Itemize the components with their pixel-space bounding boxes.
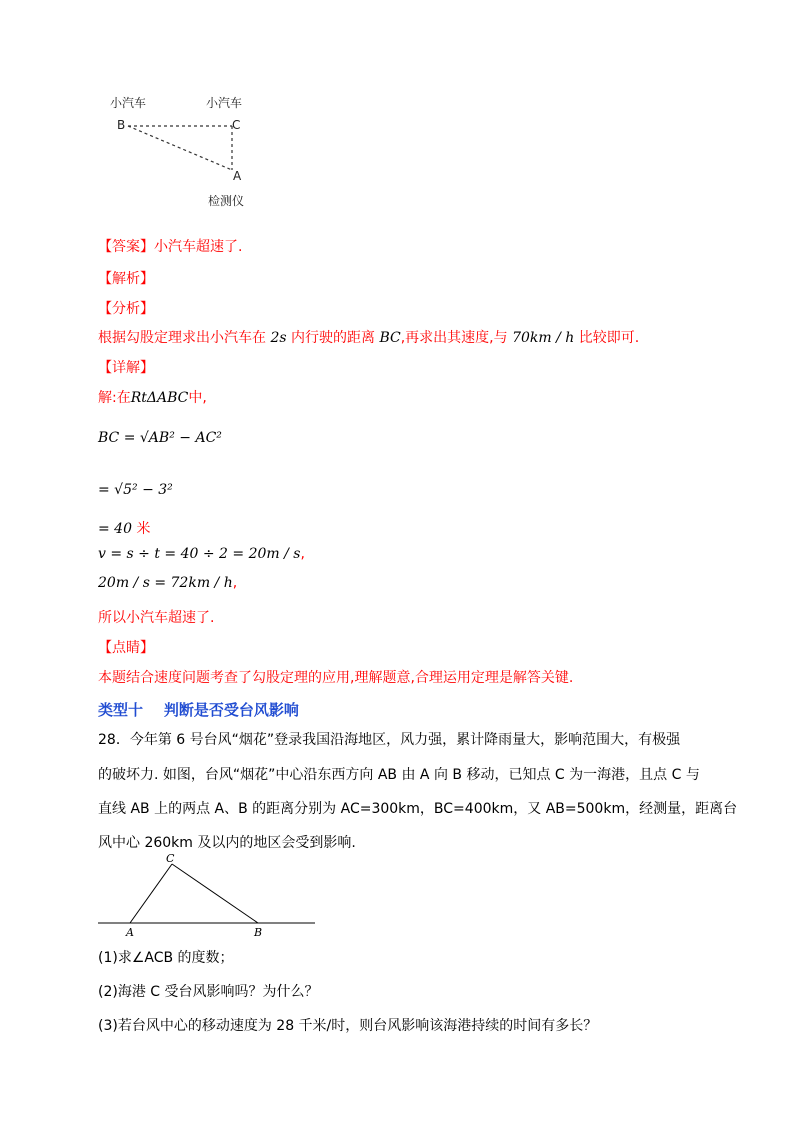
detail-line6-suffix: , xyxy=(232,575,238,591)
label-car-b: 小汽车 xyxy=(110,96,147,110)
fenxi-part4: 比较即可. xyxy=(578,330,640,346)
problem-line1: 28．今年第 6 号台风“烟花”登录我国沿海地区，风力强，累计降雨量大，影响范围大，有极强 xyxy=(98,732,681,748)
fenxi-part3: ,再求出其速度,与 xyxy=(400,330,508,346)
detail-line3: = √5² − 3² xyxy=(98,482,173,498)
segment-cb xyxy=(172,864,258,923)
fenxi-part1: 根据勾股定理求出小汽车在 xyxy=(98,330,266,346)
point-c-label: C xyxy=(232,118,241,132)
detail-line5-math: v = s ÷ t = 40 ÷ 2 = 20m / s xyxy=(98,546,301,562)
label-car-c: 小汽车 xyxy=(206,96,243,110)
detail-line5 xyxy=(98,546,305,562)
detail-line4 xyxy=(98,518,150,538)
fig2-point-b: B xyxy=(254,926,263,939)
detail-line4-unit: 米 xyxy=(136,521,151,537)
detail-line1-math: RtΔABC xyxy=(130,390,189,406)
answer-text: 小汽车超速了. xyxy=(154,239,243,255)
fig2-point-c: C xyxy=(166,852,175,865)
analysis-tag: 【解析】 xyxy=(98,271,154,287)
fenxi-tag: 【分析】 xyxy=(98,301,154,317)
detail-line4-math: = 40 xyxy=(98,521,132,537)
detail-line6-math: 20m / s = 72km / h xyxy=(98,575,233,591)
fenxi-math1: 2s xyxy=(270,330,287,346)
fig2-point-a: A xyxy=(126,926,134,939)
detail-tag: 【详解】 xyxy=(98,360,154,376)
segment-ac xyxy=(130,864,172,923)
problem-line4: 风中心 260km 及以内的地区会受到影响. xyxy=(98,835,356,851)
triangle-bca-diagram xyxy=(0,0,300,220)
detail-line6 xyxy=(98,575,237,591)
detail-line1-prefix: 解:在 xyxy=(98,390,131,406)
answer-tag: 【答案】 xyxy=(98,239,154,255)
detail-line2: BC = √AB² − AC² xyxy=(98,430,222,446)
fenxi-part2: 内行驶的距离 xyxy=(291,330,375,346)
fenxi-math3: 70km / h xyxy=(512,330,575,346)
question-2: (2)海港 C 受台风影响吗？为什么？ xyxy=(98,984,319,1000)
dianjing-tag: 【点睛】 xyxy=(98,640,154,656)
detail-line7: 所以小汽车超速了. xyxy=(98,610,215,626)
detail-line5-suffix: , xyxy=(300,546,305,562)
problem-line3: 直线 AB 上的两点 A、B 的距离分别为 AC=300km，BC=400km，又 AB=500km，经测量，距离台 xyxy=(98,801,738,817)
segment-ba xyxy=(128,126,232,170)
question-3: (3)若台风中心的移动速度为 28 千米/时，则台风影响该海港持续的时间有多长？ xyxy=(98,1018,598,1034)
answer-line xyxy=(98,236,242,256)
point-a-label: A xyxy=(233,169,242,183)
point-b-label: B xyxy=(117,118,126,132)
problem-line2: 的破坏力. 如图，台风“烟花”中心沿东西方向 AB 由 A 向 B 移动，已知点 C 为一海港，且点 C 与 xyxy=(98,767,700,783)
fenxi-text xyxy=(98,327,639,347)
detail-line1 xyxy=(98,387,207,407)
dianjing-text: 本题结合速度问题考查了勾股定理的应用,理解题意,合理运用定理是解答关键. xyxy=(98,670,574,686)
section-title: 类型十 判断是否受台风影响 xyxy=(98,701,299,719)
fenxi-math2: BC xyxy=(379,330,401,346)
detail-line1-suffix: 中, xyxy=(188,390,207,406)
label-detector: 检测仪 xyxy=(208,194,245,208)
question-1: (1)求∠ACB 的度数； xyxy=(98,950,234,966)
